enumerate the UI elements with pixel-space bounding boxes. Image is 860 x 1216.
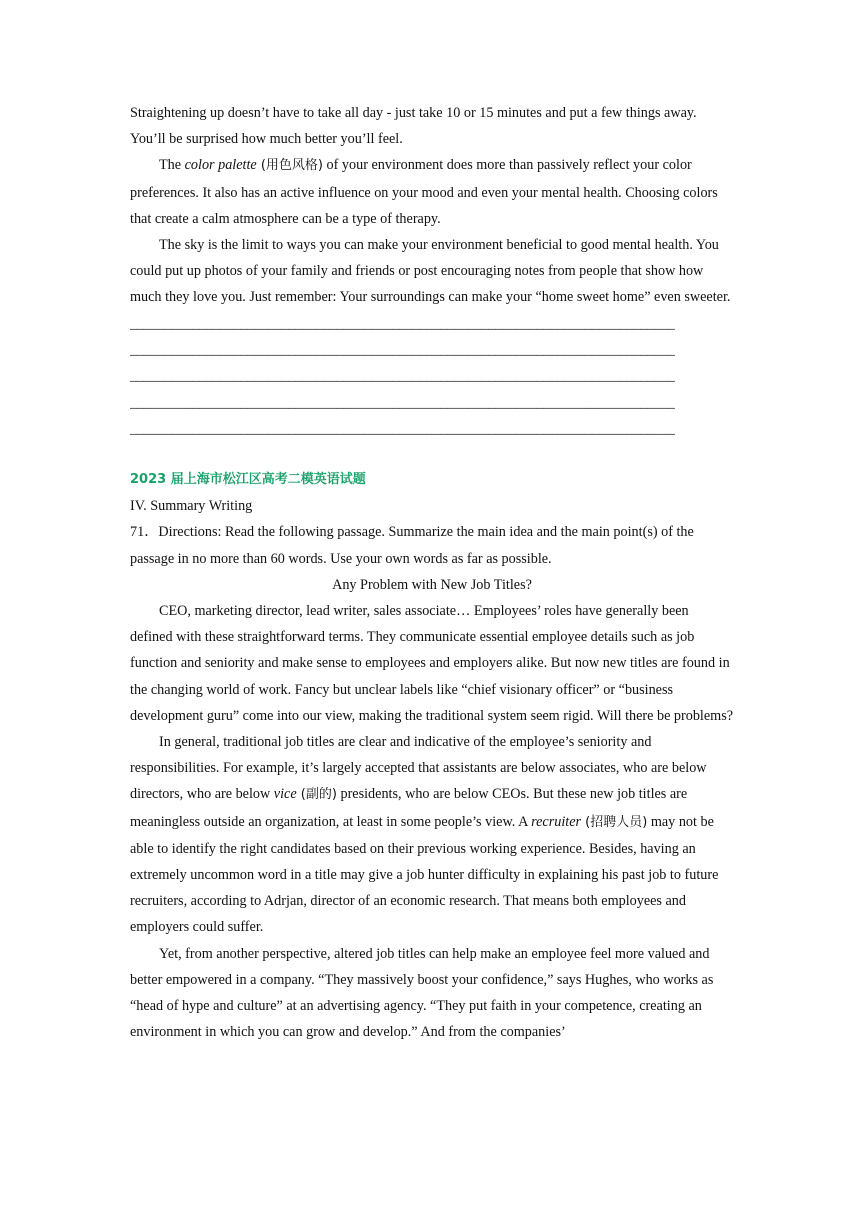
passage-paragraph-3: The sky is the limit to ways you can make your environment beneficial to good mental health. You could put up photos of your family and friends or post encouraging notes from people that show how much they love you. Just remember: Your surroundings can make your “home sweet home” even sweeter.: [130, 237, 731, 306]
answer-line[interactable]: _______________________________________________________________________________: [130, 341, 675, 358]
term-recruiter: recruiter: [531, 813, 582, 830]
passage-paragraph-1: Straightening up doesn’t have to take all day - just take 10 or 15 minutes and put a few things away. You’ll be surprised how much better you’ll feel.: [130, 105, 697, 148]
passage-paragraph-2: [130, 152, 734, 232]
answer-line[interactable]: _______________________________________________________________________________: [130, 315, 675, 332]
answer-lines: [130, 311, 734, 442]
paragraph-text: In general, traditional job titles are clear and indicative of the employee’s seniority and responsibilities. For example, it’s largely accepted that assistants are below associates, who are below directors, who are below: [130, 733, 707, 803]
gloss-vice: (副的): [296, 787, 337, 803]
term-vice: vice: [273, 786, 297, 803]
gloss-recruiter: (招聘人员): [581, 814, 648, 830]
term-color-palette: color palette: [184, 157, 257, 174]
answer-line[interactable]: _______________________________________________________________________________: [130, 368, 675, 385]
paragraph-text: may not be able to identify the right candidates based on their previous working experience. Besides, having an extremely uncommon word in a title may give a job hunter difficulty in explaining his past job to future recruiters, according to Adrjan, director of an economic research. That means both employees and employers could suffer.: [130, 813, 719, 936]
paragraph-text: The: [159, 157, 185, 174]
section-label: IV. Summary Writing: [130, 498, 253, 515]
directions: 71．Directions: Read the following passage. Summarize the main idea and the main point(s) of the passage in no more than 60 words. Use your own words as far as possible.: [130, 524, 694, 567]
gloss-color-palette: (用色风格): [256, 158, 323, 174]
answer-line[interactable]: _______________________________________________________________________________: [130, 394, 675, 411]
passage-title: Any Problem with New Job Titles?: [332, 576, 532, 593]
paragraph-text: of your environment does more than passively reflect your color preferences. It also has an active influence on your mood and even your mental health. Choosing colors that create a calm atmosphere can be a type of therapy.: [130, 157, 718, 227]
answer-line[interactable]: _______________________________________________________________________________: [130, 420, 675, 437]
exam-heading: 2023 届上海市松江区高考二模英语试题: [130, 472, 366, 488]
exam-paragraph-1: CEO, marketing director, lead writer, sales associate… Employees’ roles have generally been defined with these straightforward terms. They communicate essential employee details such as job function and seniority and make sense to employees and employers alike. But now new titles are found in the changing world of work. Fancy but unclear labels like “chief visionary officer” or “business development guru” come into our view, making the traditional system seem rigid. Will there be problems?: [130, 602, 734, 724]
paragraph-text: presidents, who are below CEOs. But these new job titles are meaningless outside an organization, at least in some people’s view. A: [130, 786, 688, 830]
exam-paragraph-3: Yet, from another perspective, altered job titles can help make an employee feel more valued and better empowered in a company. “They massively boost your confidence,” says Hughes, who works as “head of hype and culture” at an advertising agency. “They put faith in your competence, creating an environment in which you can grow and develop.” And from the companies’: [130, 945, 714, 1041]
document-page: [130, 100, 734, 1045]
exam-paragraph-2: [130, 729, 734, 941]
